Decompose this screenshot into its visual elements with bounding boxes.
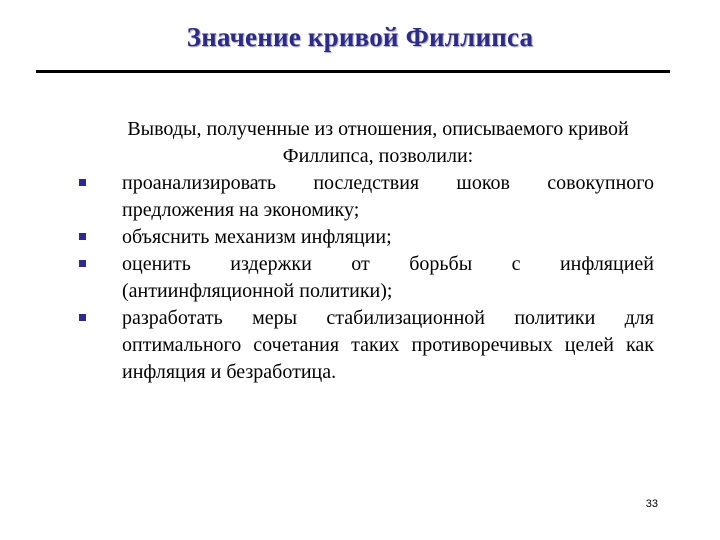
- title-divider: [36, 70, 670, 73]
- square-bullet-icon: [79, 314, 86, 321]
- square-bullet-icon: [79, 179, 86, 186]
- list-item: [74, 305, 654, 386]
- list-item: [74, 224, 654, 251]
- list-item: [74, 251, 654, 305]
- intro-text: Выводы, полученные из отношения, описываемого кривой Филлипса, позволили:: [127, 118, 629, 167]
- list-item-text: оценить издержки от борьбы с инфляцией (антиинфляционной политики);: [122, 253, 654, 302]
- bullet-list: [74, 170, 654, 386]
- slide-body: [74, 116, 654, 386]
- page-number: 33: [645, 498, 658, 510]
- square-bullet-icon: [79, 260, 86, 267]
- list-item: [74, 170, 654, 224]
- square-bullet-icon: [79, 233, 86, 240]
- list-item-text: проанализировать последствия шоков совокупного предложения на экономику;: [122, 172, 654, 221]
- list-item-text: разработать меры стабилизационной политики для оптимального сочетания таких противоречивых целей как инфляция и безработица.: [122, 307, 654, 383]
- list-item-text: объяснить механизм инфляции;: [122, 226, 392, 248]
- slide-title: Значение кривой Филлипса: [186, 22, 534, 52]
